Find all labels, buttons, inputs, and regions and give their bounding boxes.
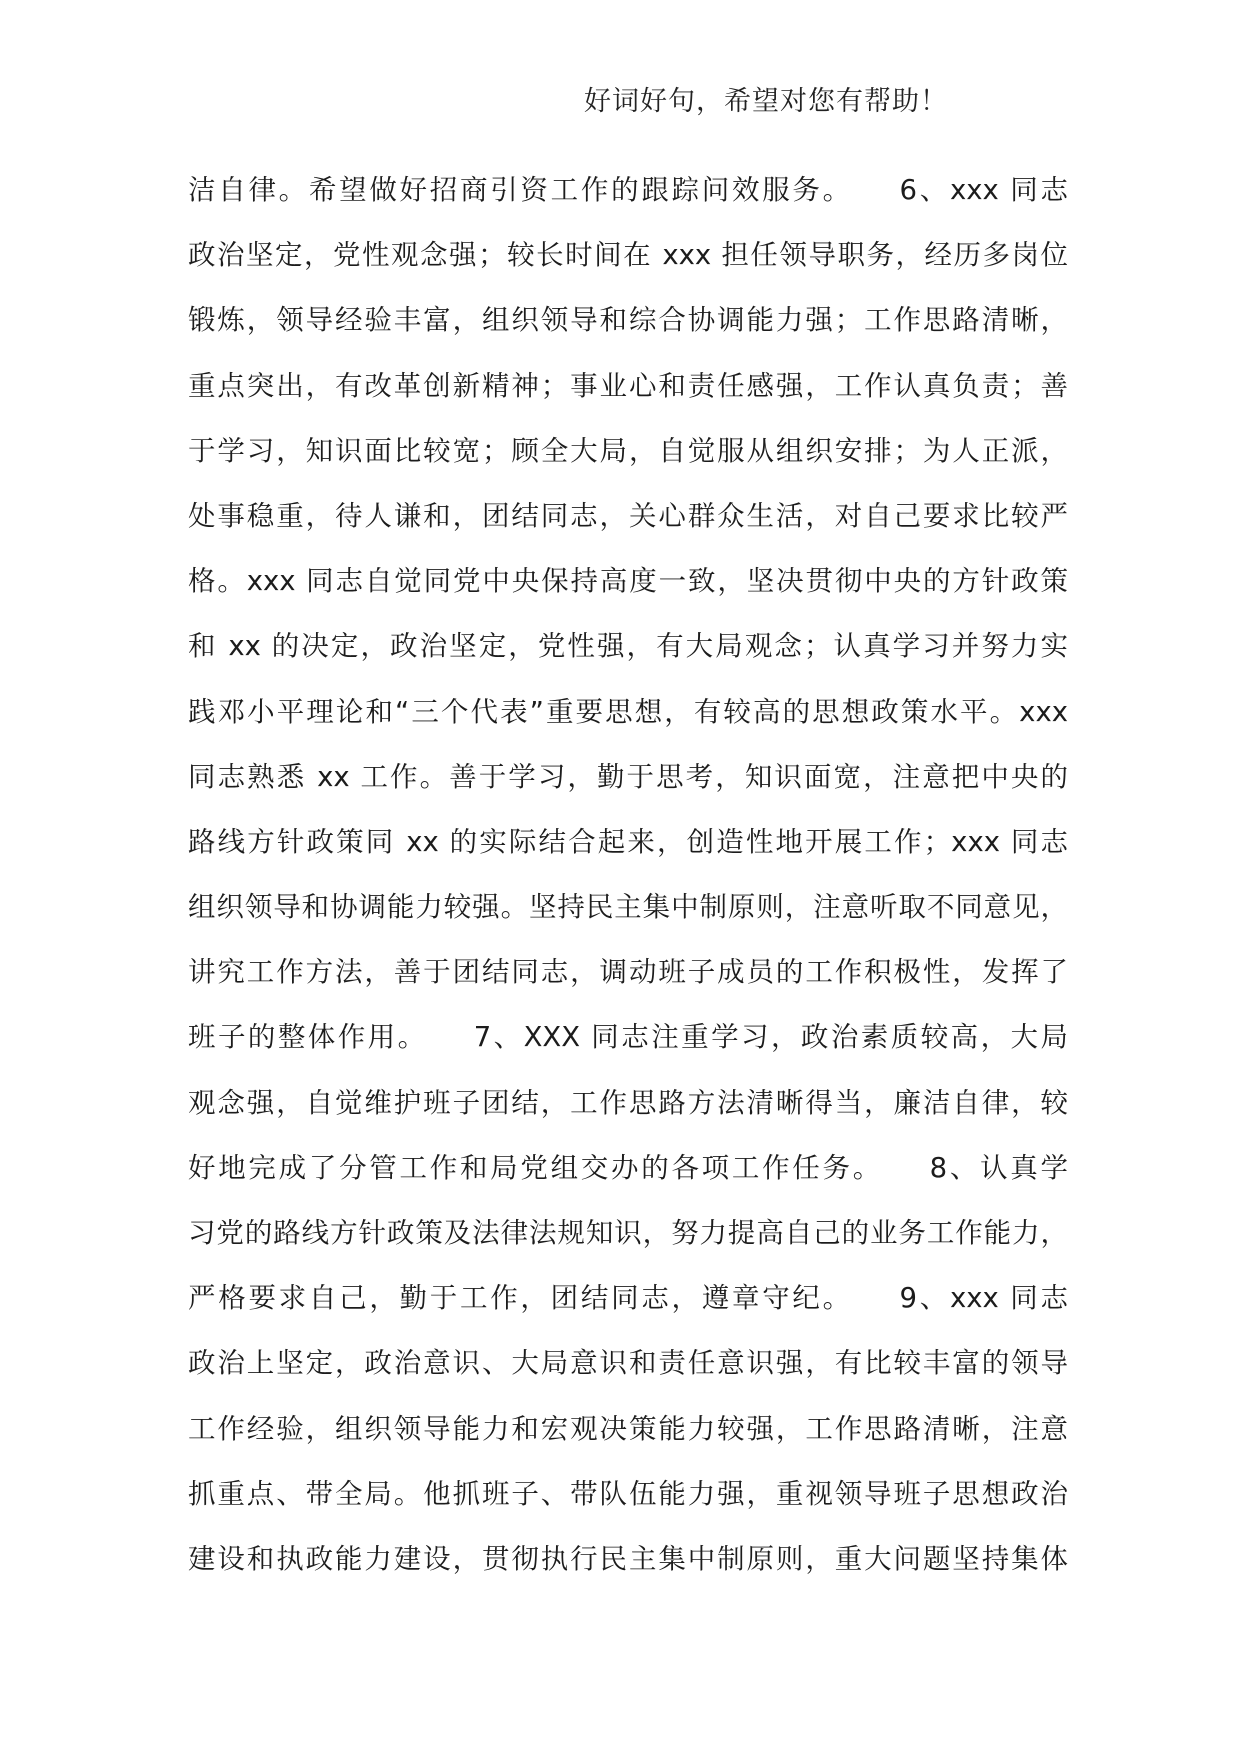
text-line: 建设和执政能力建设，贯彻执行民主集中制原则，重大问题坚持集体 bbox=[188, 1542, 1068, 1575]
text-line: 和 xx 的决定，政治坚定，党性强，有大局观念；认真学习并努力实 bbox=[188, 630, 1068, 663]
text-line: 洁自律。希望做好招商引资工作的跟踪问效服务。 6、xxx 同志 bbox=[188, 174, 1068, 206]
text-line: 格。xxx 同志自觉同党中央保持高度一致，坚决贯彻中央的方针政策 bbox=[188, 565, 1068, 598]
text-line: 锻炼，领导经验丰富，组织领导和综合协调能力强；工作思路清晰， bbox=[188, 304, 1068, 337]
text-line: 抓重点、带全局。他抓班子、带队伍能力强，重视领导班子思想政治 bbox=[188, 1477, 1068, 1510]
text-line: 路线方针政策同 xx 的实际结合起来，创造性地开展工作；xxx 同志 bbox=[188, 825, 1068, 858]
text-line: 好地完成了分管工作和局党组交办的各项工作任务。 8、认真学 bbox=[188, 1151, 1068, 1184]
text-line: 严格要求自己，勤于工作，团结同志，遵章守纪。 9、xxx 同志 bbox=[188, 1282, 1068, 1315]
text-line: 践邓小平理论和“三个代表”重要思想，有较高的思想政策水平。xxx bbox=[188, 695, 1068, 728]
text-line: 重点突出，有改革创新精神；事业心和责任感强，工作认真负责；善 bbox=[188, 369, 1068, 402]
text-line: 工作经验，组织领导能力和宏观决策能力较强，工作思路清晰，注意 bbox=[188, 1412, 1068, 1445]
text-line: 政治上坚定，政治意识、大局意识和责任意识强，有比较丰富的领导 bbox=[188, 1347, 1068, 1380]
text-line: 处事稳重，待人谦和，团结同志，关心群众生活，对自己要求比较严 bbox=[188, 499, 1068, 532]
body-text bbox=[188, 158, 1068, 1592]
text-line: 同志熟悉 xx 工作。善于学习，勤于思考，知识面宽，注意把中央的 bbox=[188, 760, 1068, 793]
page-header: 好词好句，希望对您有帮助！ bbox=[584, 86, 948, 117]
text-line: 于学习，知识面比较宽；顾全大局，自觉服从组织安排；为人正派， bbox=[188, 434, 1068, 467]
text-line: 政治坚定，党性观念强；较长时间在 xxx 担任领导职务，经历多岗位 bbox=[188, 239, 1068, 272]
text-line: 习党的路线方针政策及法律法规知识，努力提高自己的业务工作能力， bbox=[188, 1217, 1068, 1249]
text-line: 组织领导和协调能力较强。坚持民主集中制原则，注意听取不同意见， bbox=[188, 891, 1068, 924]
text-line: 观念强，自觉维护班子团结，工作思路方法清晰得当，廉洁自律，较 bbox=[188, 1086, 1068, 1119]
text-line: 讲究工作方法，善于团结同志，调动班子成员的工作积极性，发挥了 bbox=[188, 956, 1068, 989]
text-line: 班子的整体作用。 7、XXX 同志注重学习，政治素质较高，大局 bbox=[188, 1021, 1068, 1054]
